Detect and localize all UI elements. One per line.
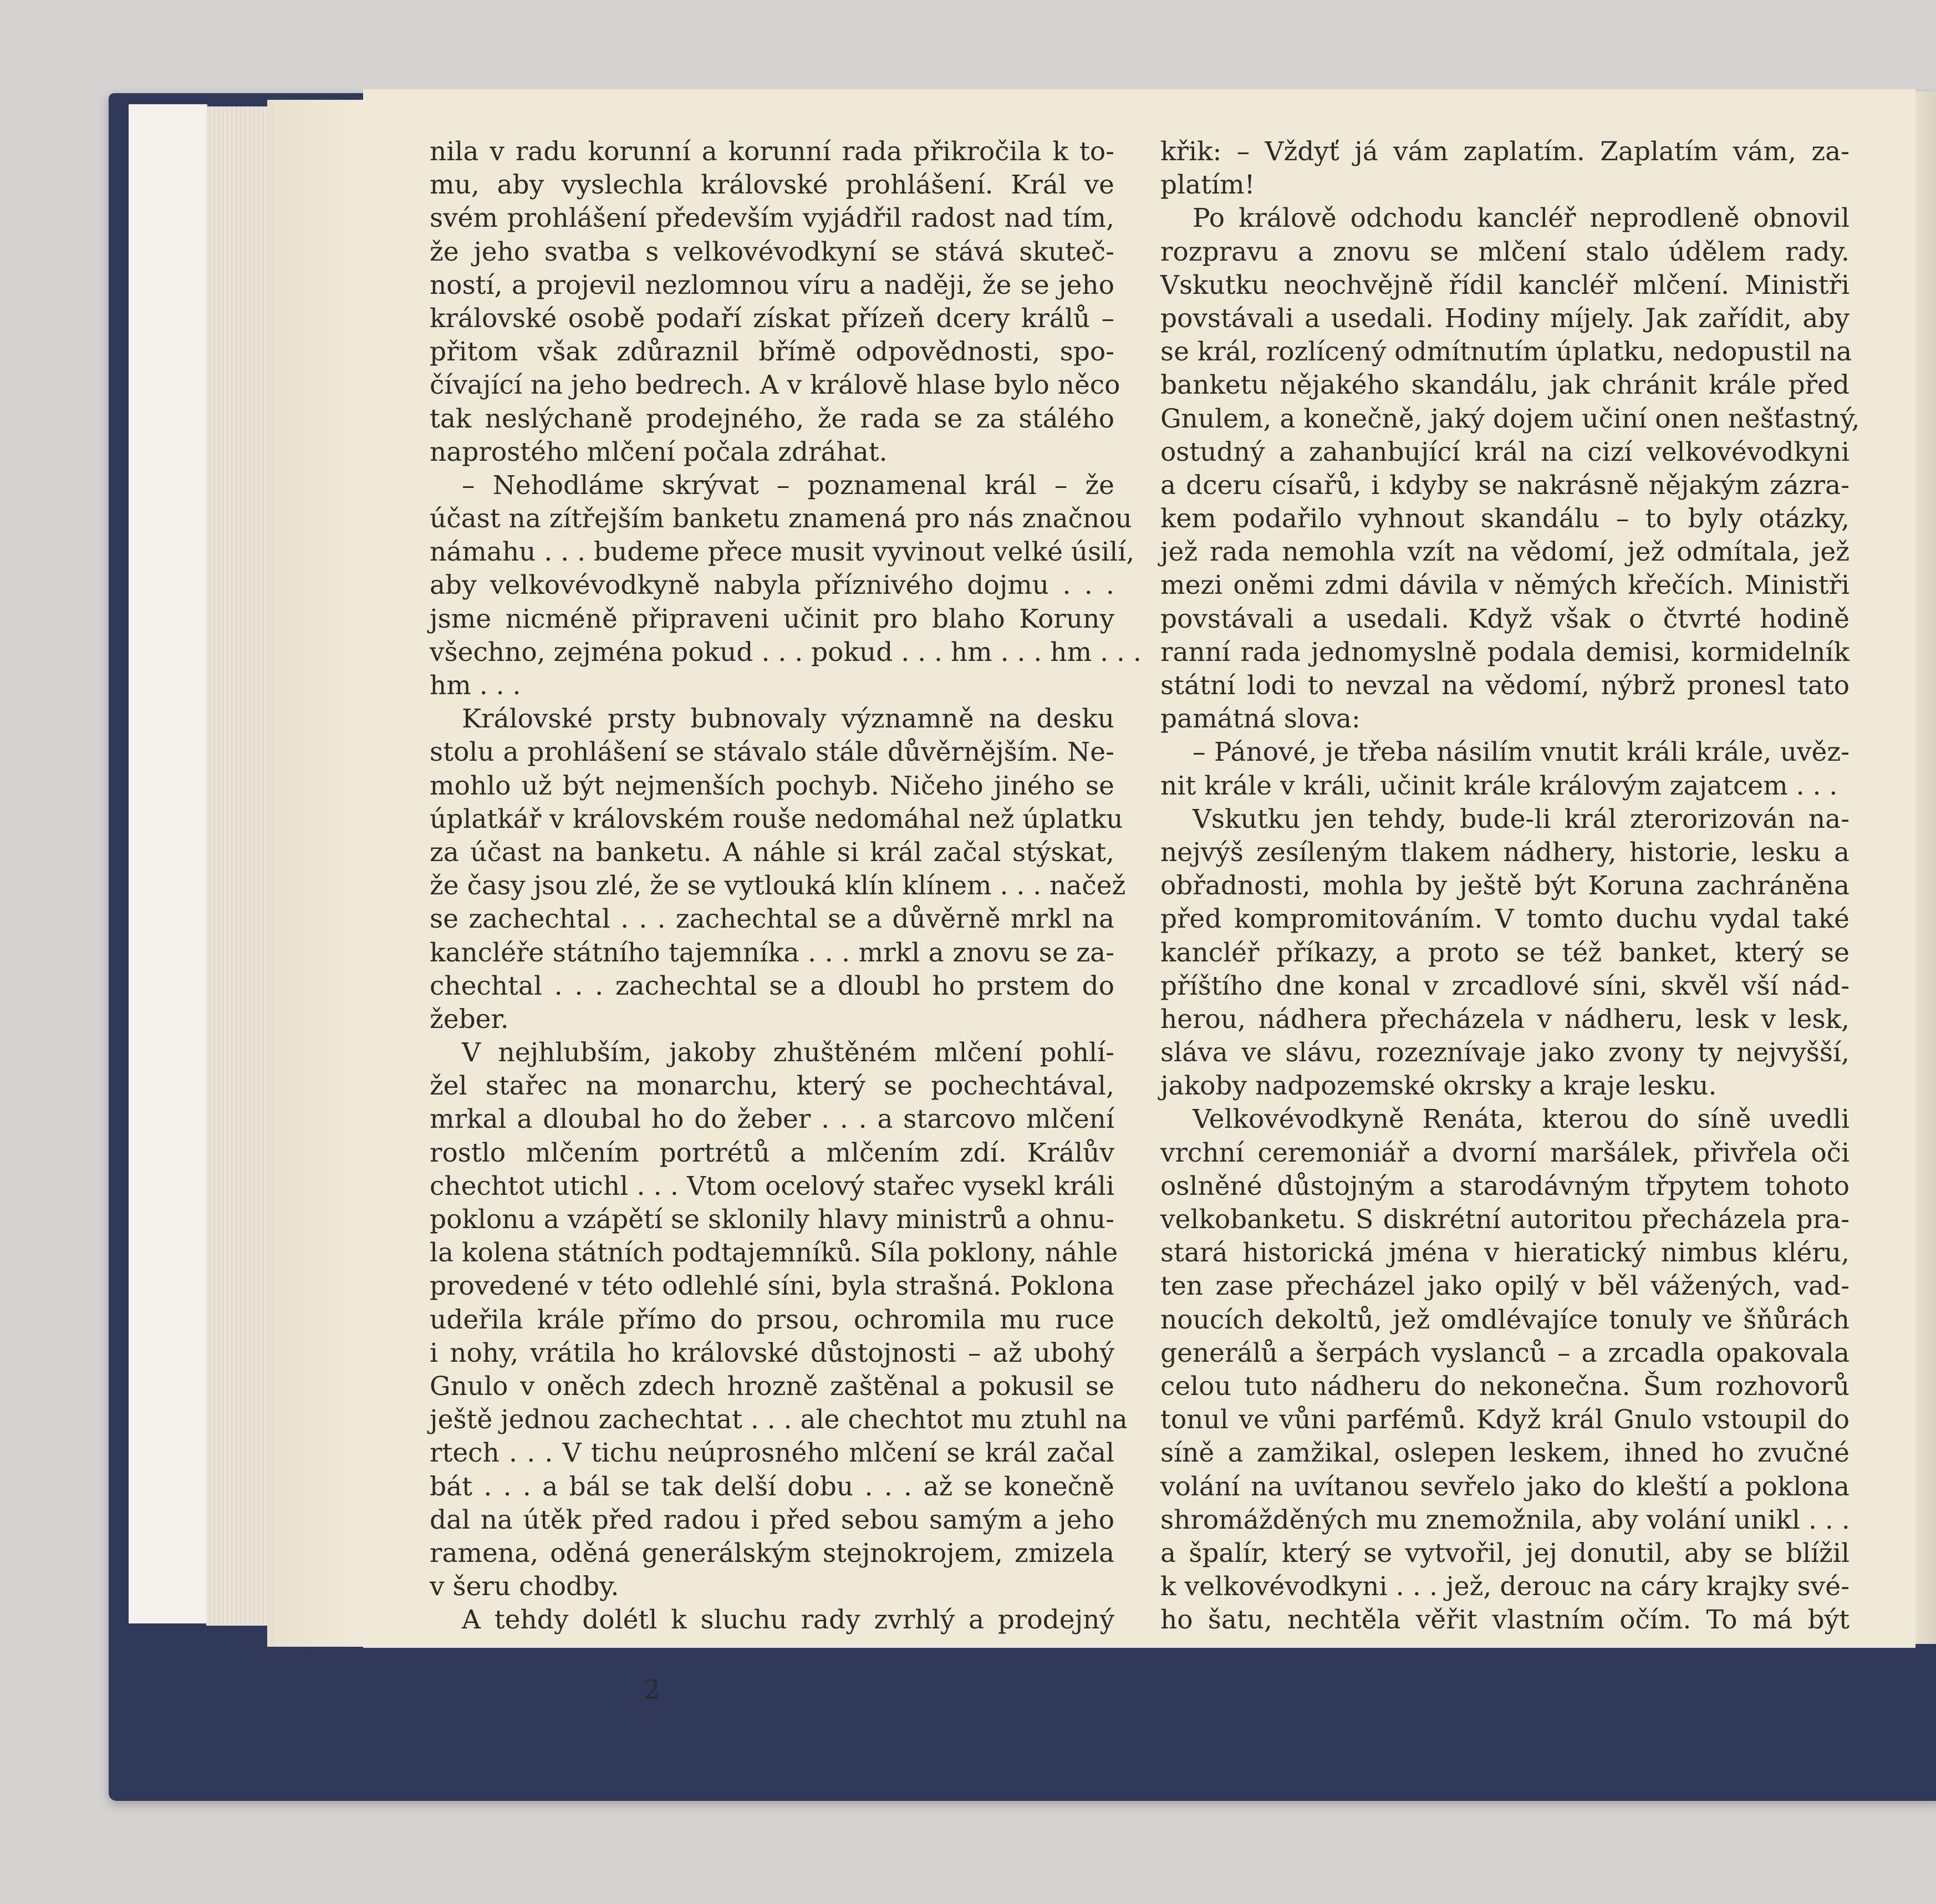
text-line: generálů a šerpách vyslanců – a zrcadla opakovala [1160, 1337, 1850, 1368]
text-line: Vskutku jen tehdy, bude-li král zterorizován na- [1193, 803, 1850, 834]
text-line: že časy jsou zlé, že se vytlouká klín klínem . . . načež [430, 870, 1126, 902]
text-line: udeřila krále přímo do prsou, ochromila mu ruce [430, 1304, 1114, 1335]
text-line: Velkovévodkyně Renáta, kterou do síně uvedli [1193, 1104, 1850, 1135]
text-line: povstávali a usedali. Hodiny míjely. Jak zařídit, aby [1160, 303, 1850, 334]
text-line: se zachechtal . . . zachechtal se a důvěrně mrkl na [430, 904, 1114, 935]
gutter [267, 100, 367, 1647]
text-line: hm . . . [430, 670, 521, 701]
text-line: přitom však zdůraznil břímě odpovědnosti, spo- [430, 337, 1114, 368]
text-line: ostudný a zahanbující král na cizí velkovévodkyni [1160, 436, 1850, 467]
page-number: 2 [643, 1674, 660, 1706]
text-line: jež rada nemohla vzít na vědomí, jež odmítala, jež [1160, 537, 1850, 568]
text-line: vrchní ceremoniář a dvorní maršálek, přivřela oči [1160, 1137, 1850, 1168]
page-edges [206, 106, 267, 1626]
text-line: čívající na jeho bedrech. A v králově hlase bylo něco [430, 370, 1120, 401]
flyleaf [129, 104, 207, 1623]
text-line: kancléře státního tajemníka . . . mrkl a znovu se za- [430, 937, 1114, 968]
text-line: bát . . . a bál se tak delší dobu . . . až se konečně [430, 1471, 1114, 1502]
text-line: žeber. [430, 1004, 509, 1035]
text-line: námahu . . . budeme přece musit vyvinout velké úsilí, [430, 537, 1135, 568]
text-line: povstávali a usedali. Když však o čtvrté hodině [1160, 603, 1850, 634]
text-line: ramena, oděná generálským stejnokrojem, zmizela [430, 1538, 1114, 1569]
text-line: naprostého mlčení počala zdráhat. [430, 436, 888, 467]
text-line: za účast na banketu. A náhle si král začal stýskat, [430, 837, 1114, 868]
text-line: stolu a prohlášení se stávalo stále důvěrnějším. Ne- [430, 737, 1114, 768]
text-line: provedené v této odlehlé síni, byla strašná. Poklona [430, 1271, 1114, 1302]
text-line: památná slova: [1160, 704, 1361, 735]
text-line: účast na zítřejším banketu znamená pro nás značnou [430, 503, 1132, 534]
text-line: královské osobě podaří získat přízeň dcery králů – [430, 303, 1114, 334]
text-line: a dceru císařů, i kdyby se nakrásně nějakým zázra- [1160, 470, 1850, 501]
text-line: nit krále v králi, učinit krále královým zajatcem . . . [1160, 770, 1838, 801]
text-line: kem podařilo vyhnout skandálu – to byly otázky, [1160, 503, 1850, 534]
text-line: v šeru chodby. [430, 1571, 619, 1602]
text-line: mrkal a dloubal ho do žeber . . . a starcovo mlčení [430, 1104, 1114, 1135]
right-text-column [1160, 135, 1860, 1637]
text-line: žel stařec na monarchu, který se pochechtával, [430, 1071, 1114, 1102]
text-line: před kompromitováním. V tomto duchu vydal také [1160, 904, 1850, 935]
text-line: – Nehodláme skrývat – poznamenal král – že [462, 470, 1114, 501]
text-line: rostlo mlčením portrétů a mlčením zdí. Králův [430, 1137, 1114, 1168]
text-line: a špalír, který se vytvořil, jej donutil, aby se blížil [1160, 1538, 1850, 1569]
text-line: volání na uvítanou sevřelo jako do kleští a poklona [1160, 1471, 1850, 1502]
text-line: platím! [1160, 170, 1255, 201]
text-line: Vskutku neochvějně řídil kancléř mlčení. Ministři [1160, 269, 1850, 301]
text-line: herou, nádhera přecházela v nádheru, lesk v lesk, [1160, 1004, 1850, 1035]
text-line: mezi oněmi zdmi dávila v němých křečích. Ministři [1160, 570, 1850, 601]
text-line: křik: – Vždyť já vám zaplatím. Zaplatím vám, za- [1160, 136, 1850, 167]
text-line: dal na útěk před radou i před sebou samým a jeho [430, 1504, 1114, 1535]
text-line: obřadnosti, mohla by ještě být Koruna zachráněna [1160, 870, 1850, 902]
text-line: všechno, zejména pokud . . . pokud . . . hm . . . hm . . . [430, 637, 1142, 668]
right-page-edge [1915, 91, 1936, 1644]
text-line: mu, aby vyslechla královské prohlášení. Král ve [430, 170, 1114, 201]
text-line: – Pánové, je třeba násilím vnutit králi krále, uvěz- [1193, 737, 1850, 768]
text-line: Gnulem, a konečně, jaký dojem učiní onen nešťastný, [1160, 403, 1860, 434]
text-line: jakoby nadpozemské okrsky a kraje lesku. [1160, 1071, 1717, 1102]
text-line: banketu nějakého skandálu, jak chránit krále před [1160, 370, 1850, 401]
text-line: ranní rada jednomyslně podala demisi, kormidelník [1160, 637, 1850, 668]
text-line: celou tuto nádheru do nekonečna. Šum rozhovorů [1160, 1371, 1850, 1402]
text-line: ještě jednou zachechtat . . . ale chechtot mu ztuhl na [430, 1404, 1128, 1435]
text-line: poklonu a vzápětí se sklonily hlavy ministrů a ohnu- [430, 1204, 1114, 1235]
text-line: že jeho svatba s velkovévodkyní se stává skuteč- [430, 236, 1114, 267]
text-line: chechtal . . . zachechtal se a dloubl ho prstem do [430, 970, 1114, 1001]
text-line: ho šatu, nechtěla věřit vlastním očím. To má být [1160, 1605, 1850, 1636]
text-line: svém prohlášení především vyjádřil radost nad tím, [430, 203, 1114, 234]
text-line: Po králově odchodu kancléř neprodleně obnovil [1193, 203, 1850, 234]
text-line: rtech . . . V tichu neúprosného mlčení se král začal [430, 1438, 1114, 1469]
text-line: státní lodi to nevzal na vědomí, nýbrž pronesl tato [1160, 670, 1850, 701]
text-line: příštího dne konal v zrcadlové síni, skvěl vší nád- [1160, 970, 1850, 1001]
text-line: i nohy, vrátila ho královské důstojnosti – až ubohý [430, 1337, 1114, 1368]
text-line: la kolena státních podtajemníků. Síla poklony, náhle [430, 1238, 1118, 1269]
text-line: se král, rozlícený odmítnutím úplatku, nedopustil na [1160, 337, 1852, 368]
text-line: kancléř příkazy, a proto se též banket, který se [1160, 937, 1850, 968]
text-line: k velkovévodkyni . . . jež, derouc na cáry krajky své- [1160, 1571, 1850, 1602]
text-line: Královské prsty bubnovaly významně na desku [462, 704, 1114, 735]
text-line: ten zase přecházel jako opilý v běl vážených, vad- [1160, 1271, 1850, 1302]
text-line: síně a zamžikal, oslepen leskem, ihned ho zvučné [1160, 1438, 1850, 1469]
text-line: aby velkovévodkyně nabyla příznivého dojmu . . . [430, 570, 1114, 601]
text-line: mohlo už být nejmenších pochyb. Ničeho jiného se [430, 770, 1114, 801]
left-text-column [430, 135, 1142, 1637]
text-line: ností, a projevil nezlomnou víru a naději, že se jeho [430, 269, 1114, 301]
text-line: sláva ve slávu, rozeznívaje jako zvony ty nejvyšší, [1160, 1037, 1850, 1068]
text-line: jsme nicméně připraveni učinit pro blaho Koruny [430, 603, 1114, 634]
text-line: velkobanketu. S diskrétní autoritou přecházela pra- [1160, 1204, 1850, 1235]
text-line: stará historická jména v hieratický nimbus kléru, [1160, 1238, 1850, 1269]
text-line: noucích dekoltů, jež omdlévajíce tonuly ve šňůrách [1160, 1304, 1850, 1335]
text-line: oslněné důstojným a starodávným třpytem tohoto [1160, 1170, 1850, 1202]
text-line: V nejhlubším, jakoby zhuštěném mlčení pohlí- [462, 1037, 1114, 1068]
text-line: tonul ve vůni parfémů. Když král Gnulo vstoupil do [1160, 1404, 1850, 1435]
text-line: úplatkář v královském rouše nedomáhal než úplatku [430, 803, 1123, 834]
text-line: A tehdy dolétl k sluchu rady zvrhlý a prodejný [462, 1605, 1114, 1636]
text-line: Gnulo v oněch zdech hrozně zaštěnal a pokusil se [430, 1371, 1114, 1402]
text-line: tak neslýchaně prodejného, že rada se za stálého [430, 403, 1114, 434]
text-line: nejvýš zesíleným tlakem nádhery, historie, lesku a [1160, 837, 1850, 868]
text-line: nila v radu korunní a korunní rada přikročila k to- [430, 136, 1114, 167]
text-line: rozpravu a znovu se mlčení stalo údělem rady. [1160, 236, 1850, 267]
text-line: chechtot utichl . . . Vtom ocelový stařec vysekl králi [430, 1170, 1114, 1202]
text-line: shromážděných mu znemožnila, aby volání unikl . . . [1160, 1504, 1850, 1535]
